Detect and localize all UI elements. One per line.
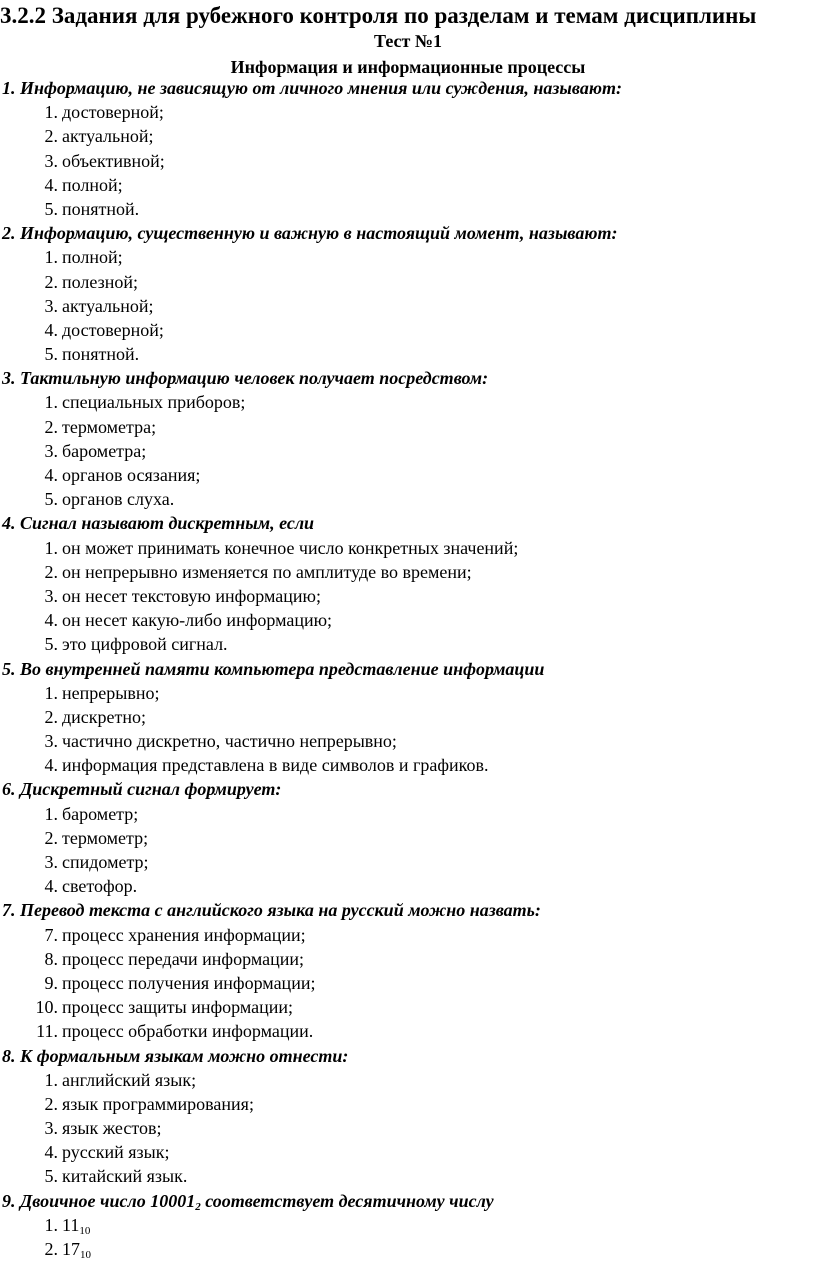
option-number: 2. [44,416,58,437]
option-text-main: процесс получения информации; [62,972,316,993]
option-number: 3. [44,731,58,752]
question-wording: Дискретный сигнал формирует: [20,779,282,800]
option-number: 2. [44,126,58,147]
option-text [62,802,138,826]
option-base-subscript: 10 [79,1224,91,1237]
option-text [62,536,518,560]
option-text [62,971,315,995]
option-text [62,100,164,124]
answer-option [0,632,816,656]
option-text-main: он может принимать конечное число конкретных значений; [62,537,519,558]
answer-option [0,681,816,705]
option-text-main: понятной. [62,344,140,365]
answer-options [0,100,816,221]
option-text-main: процесс защиты информации; [62,997,294,1018]
option-text [62,390,245,414]
question [0,657,816,778]
option-text-main: это цифровой сигнал. [62,634,228,655]
answer-option [0,415,816,439]
option-text [62,124,154,148]
option-text [62,1140,169,1164]
option-text-main: светофор. [62,876,138,897]
answer-option [0,173,816,197]
option-number: 1. [44,537,58,558]
option-text [62,1019,313,1043]
option-text-main: специальных приборов; [62,392,246,413]
question-text [0,898,816,922]
option-number: 2. [44,561,58,582]
answer-option [0,245,816,269]
question-number: 7. [2,900,16,921]
answer-option [0,124,816,148]
option-text [62,1116,161,1140]
answer-option [0,1213,816,1237]
option-text [62,753,488,777]
question-text [0,1189,816,1213]
option-base-subscript: 10 [80,1249,91,1261]
option-text [62,923,306,947]
option-text-main: объективной; [62,150,165,171]
question-wording: К формальным языкам можно отнести: [20,1045,349,1066]
question-number: 9. [2,1190,16,1211]
option-number: 1. [44,392,58,413]
option-number: 5. [44,489,58,510]
option-number: 3. [44,440,58,461]
option-text [62,439,146,463]
option-text [62,729,397,753]
question-wording-end: соответствует десятичному числу [200,1190,494,1211]
question-wording: Информацию, существенную и важную в настоящий момент, называют: [20,223,618,244]
answer-options [0,245,816,366]
option-number: 1. [44,803,58,824]
option-number: 2. [44,706,58,727]
question-number: 8. [2,1045,16,1066]
option-text [62,632,228,656]
answer-option [0,270,816,294]
option-text [62,850,149,874]
option-text-main: дискретно; [62,706,147,727]
answer-option [0,705,816,729]
answer-option [0,149,816,173]
option-number: 2. [44,827,58,848]
question-number: 5. [2,658,16,679]
option-text [62,487,174,511]
answer-option [0,1092,816,1116]
option-text [62,463,200,487]
option-text [62,245,123,269]
answer-options [0,1213,816,1261]
question [0,511,816,656]
answer-option [0,1237,816,1261]
question [0,898,816,1043]
answer-option [0,753,816,777]
answer-option [0,971,816,995]
option-text [62,1068,196,1092]
answer-option [0,294,816,318]
option-text [62,705,146,729]
question-number: 3. [2,368,16,389]
option-text-main: он несет какую-либо информацию; [62,610,333,631]
option-text-main: английский язык; [62,1069,197,1090]
option-number: 3. [44,585,58,606]
option-text-main: термометра; [62,416,157,437]
question-number: 6. [2,779,16,800]
option-text-main: органов осязания; [62,465,201,485]
option-text [62,1237,91,1261]
question-text [0,76,816,100]
option-text [62,318,164,342]
option-text-main: актуальной; [62,295,154,316]
option-number: 4. [44,876,58,897]
option-text [62,560,472,584]
option-number: 4. [44,319,58,340]
option-text-main: язык жестов; [62,1118,162,1139]
option-text-main: 11 [62,1214,80,1235]
answer-option [0,318,816,342]
option-number: 8. [44,948,58,969]
question [0,221,816,366]
question-number: 2. [2,223,16,244]
option-text [62,173,123,197]
option-text [62,270,138,294]
option-number: 3. [44,150,58,171]
test-topic: Информация и информационные процессы [230,57,586,77]
question [0,76,816,221]
option-number: 1. [44,1214,58,1235]
answer-option [0,584,816,608]
option-number: 2. [44,1239,58,1259]
answer-options [0,536,816,657]
answer-option [0,729,816,753]
option-text [62,584,321,608]
option-number: 1. [44,102,58,123]
option-text-main: полезной; [62,271,138,292]
option-number: 4. [44,174,58,195]
question-text [0,657,816,681]
option-text-main: он несет текстовую информацию; [62,585,321,606]
question-wording: Во внутренней памяти компьютера представление информации [20,658,545,679]
answer-option [0,463,816,487]
option-number: 1. [44,247,58,268]
option-number: 1. [44,1069,58,1090]
answer-option [0,1068,816,1092]
option-text-main: спидометр; [62,852,149,872]
question-number: 1. [2,78,16,98]
option-number: 11. [36,1021,58,1042]
option-text-main: информация представлена в виде символов и графиков. [62,755,489,776]
answer-option [0,995,816,1019]
option-number: 4. [44,1142,58,1163]
question-wording: Сигнал называют дискретным, если [20,513,315,534]
answer-options [0,390,816,511]
option-number: 5. [44,1166,58,1187]
option-text-main: он непрерывно изменяется по амплитуде во времени; [62,561,472,582]
question-text [0,366,816,390]
option-number: 5. [44,198,58,219]
option-text-main: процесс хранения информации; [62,924,306,945]
option-text-main: барометр; [62,803,139,824]
option-text [62,826,148,850]
answer-option [0,802,816,826]
answer-options [0,681,816,778]
option-text [62,149,165,173]
option-text-main: русский язык; [62,1142,170,1163]
option-number: 5. [44,344,58,365]
question-text [0,777,816,801]
question-number: 4. [2,513,16,534]
option-text-main: полной; [62,247,123,268]
answer-option [0,850,816,874]
question-text [0,511,816,535]
option-text [62,197,139,221]
option-text [62,681,159,705]
option-number: 3. [44,295,58,316]
answer-option [0,1116,816,1140]
answer-option [0,826,816,850]
question-wording: Перевод текста с английского языка на русский можно назвать: [20,900,541,921]
option-number: 1. [44,682,58,703]
option-number: 4. [44,755,58,776]
option-text-main: достоверной; [62,102,164,123]
option-text-main: достоверной; [62,319,164,340]
option-number: 2. [44,271,58,292]
answer-option [0,390,816,414]
test-title: Тест №1 [374,31,442,51]
answer-option [0,1140,816,1164]
answer-option [0,536,816,560]
answer-option [0,439,816,463]
option-number: 3. [44,852,58,872]
question [0,777,816,898]
option-text [62,1164,187,1188]
answer-option [0,947,816,971]
question-wording: Тактильную информацию человек получает посредством: [20,368,489,389]
answer-options [0,923,816,1044]
option-text [62,947,304,971]
answer-option [0,1164,816,1188]
answer-option [0,1019,816,1043]
option-number: 9. [44,972,58,993]
option-text-main: полной; [62,174,123,195]
base-subscript: 2 [195,1200,201,1213]
option-text [62,995,293,1019]
option-text [62,1213,90,1237]
option-number: 4. [44,465,58,485]
option-text-main: 17 [62,1239,80,1259]
question-wording: Информацию, не зависящую от личного мнения или суждения, называют: [20,78,622,98]
option-text-main: барометра; [62,440,147,461]
option-text [62,415,156,439]
question-list [0,76,816,1261]
option-text-main: понятной. [62,198,140,219]
option-text-main: непрерывно; [62,682,160,703]
answer-option [0,342,816,366]
answer-options [0,802,816,899]
option-number: 2. [44,1093,58,1114]
option-text-main: процесс передачи информации; [62,948,304,969]
question [0,1189,816,1261]
option-text-main: органов слуха. [62,489,175,510]
question [0,1044,816,1189]
answer-options [0,1068,816,1189]
answer-option [0,560,816,584]
option-text-main: язык программирования; [62,1093,254,1114]
option-text [62,294,154,318]
option-text-main: частично дискретно, частично непрерывно; [62,731,397,752]
option-text-main: процесс обработки информации. [62,1021,314,1042]
answer-option [0,100,816,124]
answer-option [0,197,816,221]
option-number: 3. [44,1118,58,1139]
answer-option [0,874,816,898]
option-text-main: актуальной; [62,126,154,147]
question [0,366,816,511]
option-text-main: китайский язык. [62,1166,188,1187]
option-text [62,342,139,366]
option-text [62,608,332,632]
section-title: 3.2.2 Задания для рубежного контроля по разделам и темам дисциплины [0,3,757,28]
question-text [0,1044,816,1068]
answer-option [0,487,816,511]
option-text-main: термометр; [62,827,149,848]
option-number: 10. [35,997,58,1018]
option-text [62,874,137,898]
question-wording: Двоичное число 10001 [20,1190,196,1211]
answer-option [0,608,816,632]
answer-option [0,923,816,947]
question-text [0,221,816,245]
option-number: 5. [44,634,58,655]
option-number: 4. [44,610,58,631]
option-number: 7. [44,924,58,945]
option-text [62,1092,254,1116]
